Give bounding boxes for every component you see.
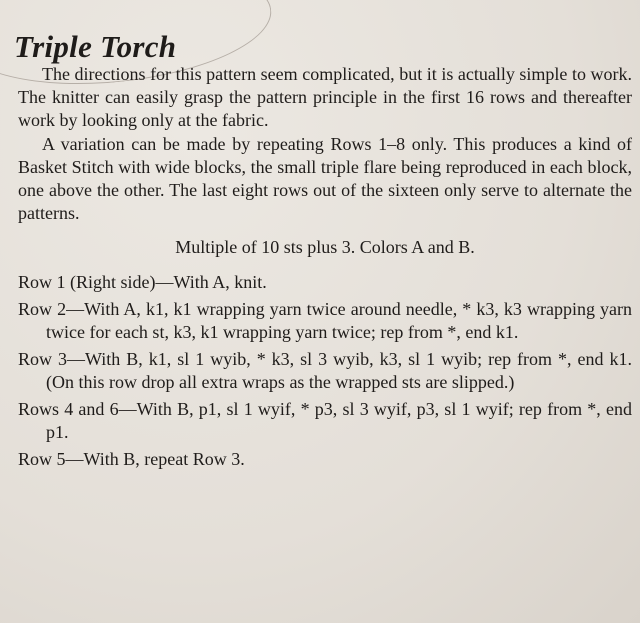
row-instruction: Row 3—With B, k1, sl 1 wyib, * k3, sl 3 wyib, k3, sl 1 wyib; rep from *, end k1. (On this row drop all extra wraps as the wrapped sts are slipped.) bbox=[18, 349, 632, 392]
intro-paragraph: A variation can be made by repeating Rows 1–8 only. This produces a kind of Basket Stitch with wide blocks, the small triple flare being reproduced in each block, one above the other. The last eight rows out of the sixteen only serve to alternate the patterns. bbox=[18, 134, 632, 223]
row-instruction: Row 2—With A, k1, k1 wrapping yarn twice around needle, * k3, k3 wrapping yarn twice for each st, k3, k1 wrapping yarn twice; rep from *, end k1. bbox=[18, 299, 632, 342]
row-instruction: Row 1 (Right side)—With A, knit. bbox=[18, 272, 267, 292]
intro-paragraph: The directions for this pattern seem complicated, but it is actually simple to work. The knitter can easily grasp the pattern principle in the first 16 rows and thereafter work by looking only at the fabric. bbox=[18, 64, 632, 130]
row-instructions bbox=[18, 271, 632, 471]
page-content bbox=[18, 63, 632, 471]
row-instruction: Row 5—With B, repeat Row 3. bbox=[18, 449, 245, 469]
intro-text bbox=[18, 63, 632, 225]
row-instruction: Rows 4 and 6—With B, p1, sl 1 wyif, * p3, sl 3 wyif, p3, sl 1 wyif; rep from *, end p1. bbox=[18, 399, 632, 442]
pattern-title: Triple Torch bbox=[14, 28, 177, 64]
stitch-multiple: Multiple of 10 sts plus 3. Colors A and B. bbox=[175, 237, 475, 257]
